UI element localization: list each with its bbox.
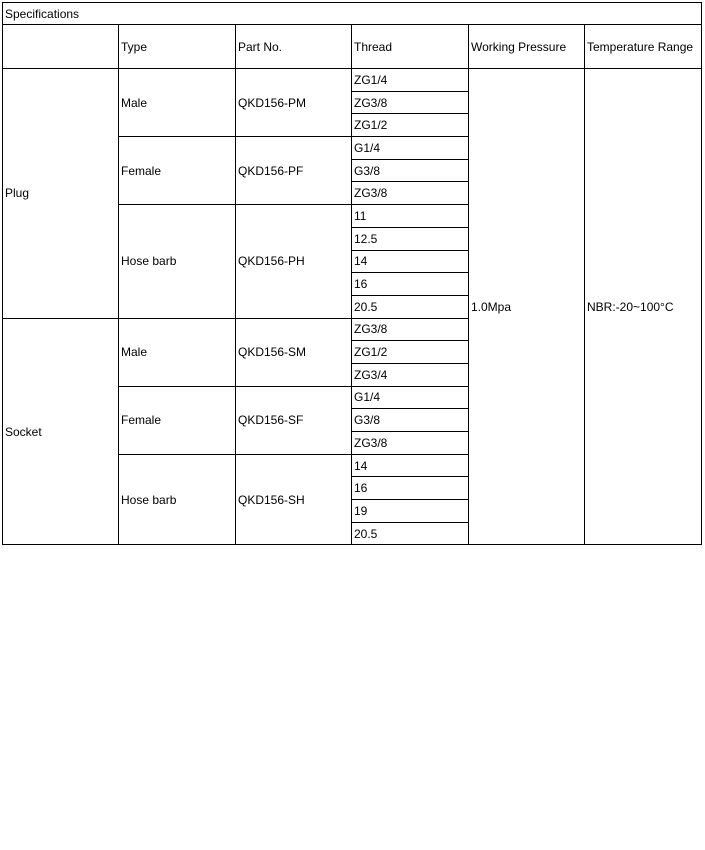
part-no-cell: QKD156-PH [236,205,352,318]
category-cell: Plug [3,69,119,319]
table-row [3,69,702,92]
thread-cell: G3/8 [352,409,469,432]
thread-cell: ZG3/8 [352,432,469,455]
thread-cell: 19 [352,500,469,523]
part-no-cell: QKD156-SM [236,318,352,386]
part-no-cell: QKD156-PF [236,137,352,205]
working-pressure-cell: 1.0Mpa [469,69,585,545]
header-type: Type [119,25,236,69]
thread-cell: 20.5 [352,295,469,318]
type-cell: Hose barb [119,454,236,545]
table-title: Specifications [3,3,702,25]
type-cell: Female [119,386,236,454]
part-no-cell: QKD156-SH [236,454,352,545]
category-cell: Socket [3,318,119,545]
header-part-no: Part No. [236,25,352,69]
header-temperature-range: Temperature Range [585,25,702,69]
header-category [3,25,119,69]
thread-cell: 14 [352,250,469,273]
specifications-table [2,2,702,545]
thread-cell: G3/8 [352,159,469,182]
thread-cell: ZG3/8 [352,182,469,205]
thread-cell: ZG3/8 [352,91,469,114]
thread-cell: ZG3/4 [352,363,469,386]
header-thread: Thread [352,25,469,69]
part-no-cell: QKD156-PM [236,69,352,137]
header-working-pressure: Working Pressure [469,25,585,69]
type-cell: Male [119,69,236,137]
thread-cell: G1/4 [352,137,469,160]
thread-cell: ZG1/2 [352,114,469,137]
type-cell: Male [119,318,236,386]
thread-cell: 20.5 [352,522,469,545]
thread-cell: 11 [352,205,469,228]
type-cell: Hose barb [119,205,236,318]
thread-cell: 12.5 [352,227,469,250]
thread-cell: ZG3/8 [352,318,469,341]
type-cell: Female [119,137,236,205]
thread-cell: ZG1/2 [352,341,469,364]
part-no-cell: QKD156-SF [236,386,352,454]
thread-cell: 16 [352,477,469,500]
temperature-range-cell: NBR:-20~100°C [585,69,702,545]
thread-cell: 14 [352,454,469,477]
thread-cell: G1/4 [352,386,469,409]
thread-cell: 16 [352,273,469,296]
thread-cell: ZG1/4 [352,69,469,92]
